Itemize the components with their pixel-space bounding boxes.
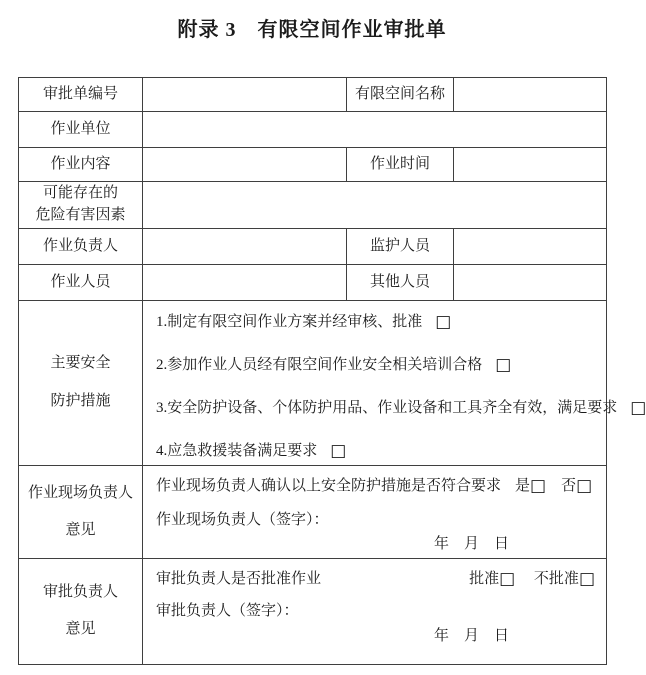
work-time-label: 作业时间 bbox=[347, 148, 454, 182]
work-leader-value[interactable] bbox=[143, 229, 347, 265]
approver-opinion-cell bbox=[143, 559, 607, 665]
table-row bbox=[19, 112, 607, 148]
site-leader-opinion-label-line1: 作业现场负责人 bbox=[27, 484, 133, 501]
reject-checkbox-icon[interactable]: □ bbox=[578, 569, 595, 589]
safety-measure-2-checkbox-icon[interactable]: □ bbox=[495, 355, 512, 375]
work-time-value[interactable] bbox=[454, 148, 607, 182]
table-row bbox=[19, 559, 607, 665]
safety-measure-1-checkbox-icon[interactable]: □ bbox=[435, 312, 452, 332]
site-signature-label: 作业现场负责人（签字）： bbox=[156, 512, 329, 528]
approval-form-table bbox=[18, 77, 646, 665]
reject-label: 不批准 bbox=[533, 571, 579, 587]
table-row bbox=[19, 265, 607, 301]
site-confirm-line bbox=[156, 478, 598, 494]
site-leader-opinion-label bbox=[19, 466, 143, 559]
hazards-label-line2: 危险有害因素 bbox=[35, 207, 126, 223]
site-leader-opinion-cell bbox=[143, 466, 607, 559]
safety-measures-label-line1: 主要安全 bbox=[50, 355, 111, 372]
approval-number-value[interactable] bbox=[143, 78, 347, 112]
approve-choice bbox=[469, 571, 515, 587]
work-unit-value[interactable] bbox=[143, 112, 607, 148]
work-content-label: 作业内容 bbox=[19, 148, 143, 182]
approver-signature-label: 审批负责人（签字）： bbox=[156, 603, 299, 619]
guardian-label: 监护人员 bbox=[347, 229, 454, 265]
yes-choice bbox=[515, 478, 546, 494]
safety-measure-1-text: 1.制定有限空间作业方案并经审核、批准 bbox=[156, 314, 423, 330]
approver-opinion-label-line1: 审批负责人 bbox=[42, 584, 118, 601]
table-row bbox=[19, 466, 607, 559]
no-label: 否 bbox=[561, 478, 577, 494]
table-row bbox=[19, 148, 607, 182]
hazards-label bbox=[19, 182, 143, 229]
site-leader-opinion-label-line2: 意见 bbox=[65, 521, 96, 538]
safety-measure-2-text: 2.参加作业人员经有限空间作业安全相关培训合格 bbox=[156, 357, 483, 373]
safety-measures-cell bbox=[143, 301, 646, 466]
others-value[interactable] bbox=[454, 265, 607, 301]
others-label: 其他人员 bbox=[347, 265, 454, 301]
approver-opinion-label-line2: 意见 bbox=[65, 621, 96, 637]
table-row bbox=[19, 301, 607, 466]
no-checkbox-icon[interactable]: □ bbox=[576, 476, 593, 496]
safety-measure-4-checkbox-icon[interactable]: □ bbox=[330, 441, 347, 461]
site-date-label: 年 月 日 bbox=[433, 536, 509, 552]
page bbox=[0, 13, 646, 675]
safety-measures-label bbox=[19, 301, 143, 466]
approve-question-text: 审批负责人是否批准作业 bbox=[156, 571, 322, 587]
approve-checkbox-icon[interactable]: □ bbox=[499, 569, 516, 589]
safety-measures-list bbox=[156, 301, 646, 461]
hazards-label-line1: 可能存在的 bbox=[42, 185, 118, 202]
space-name-value[interactable] bbox=[454, 78, 607, 112]
safety-measure-3-text: 3.安全防护设备、个体防护用品、作业设备和工具齐全有效，满足要求 bbox=[156, 400, 618, 416]
table-row bbox=[19, 182, 607, 229]
table-row bbox=[19, 78, 607, 112]
safety-measure-3-checkbox-icon[interactable]: □ bbox=[630, 398, 646, 418]
approve-question-line bbox=[156, 571, 598, 587]
yes-label: 是 bbox=[515, 478, 531, 494]
work-unit-label: 作业单位 bbox=[19, 112, 143, 148]
table-row bbox=[19, 229, 607, 265]
approve-choice-group bbox=[454, 571, 595, 587]
work-content-value[interactable] bbox=[143, 148, 347, 182]
approver-opinion-label bbox=[19, 559, 143, 665]
form-title: 附录 3 有限空间作业审批单 bbox=[177, 19, 447, 41]
work-leader-label: 作业负责人 bbox=[19, 229, 143, 265]
safety-measure-item bbox=[156, 398, 646, 418]
safety-measure-item bbox=[156, 443, 598, 459]
safety-measure-item bbox=[156, 357, 598, 373]
yes-checkbox-icon[interactable]: □ bbox=[530, 476, 547, 496]
no-choice bbox=[561, 478, 592, 494]
space-name-label: 有限空间名称 bbox=[347, 78, 454, 112]
approve-label: 批准 bbox=[469, 571, 500, 587]
reject-choice bbox=[534, 571, 595, 587]
approver-date-label: 年 月 日 bbox=[433, 628, 509, 644]
safety-measure-item bbox=[156, 314, 598, 330]
safety-measure-4-text: 4.应急救援装备满足要求 bbox=[156, 443, 318, 459]
safety-measures-label-line2: 防护措施 bbox=[50, 393, 111, 409]
guardian-value[interactable] bbox=[454, 229, 607, 265]
site-confirm-text: 作业现场负责人确认以上安全防护措施是否符合要求 bbox=[156, 478, 502, 494]
approval-number-label: 审批单编号 bbox=[19, 78, 143, 112]
workers-label: 作业人员 bbox=[19, 265, 143, 301]
hazards-value[interactable] bbox=[143, 182, 607, 229]
workers-value[interactable] bbox=[143, 265, 347, 301]
